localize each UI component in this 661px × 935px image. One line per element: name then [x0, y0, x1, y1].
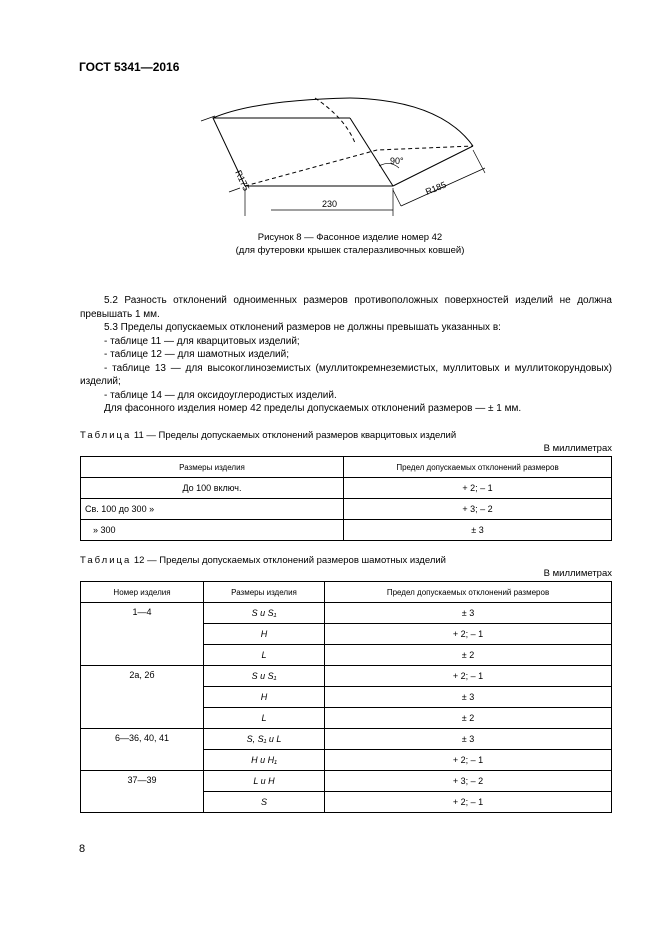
table-cell: L: [204, 708, 325, 729]
column-header: Предел допускаемых отклонений размеров: [325, 582, 612, 603]
table-cell: H: [204, 624, 325, 645]
table-11-units: В миллиметрах: [543, 443, 612, 454]
page-number: 8: [79, 843, 86, 855]
figure-shaped-brick-42: [195, 88, 495, 223]
figure-caption-sub: (для футеровки крышек сталеразливочных ковшей): [235, 245, 465, 256]
table-12-units: В миллиметрах: [543, 568, 612, 579]
table-cell: + 2; – 1: [325, 792, 612, 813]
table-cell: ± 2: [325, 708, 612, 729]
table-cell: » 300: [81, 520, 344, 541]
label-width: 230: [322, 199, 338, 209]
column-header: Размеры изделия: [204, 582, 325, 603]
table-cell: L и H: [204, 771, 325, 792]
paragraph-5-2: 5.2 Разность отклонений одноименных размеров противоположных поверхностей изделий не должна превышать 1 мм.: [80, 295, 612, 320]
label-r185: R185: [424, 179, 448, 197]
list-item: - таблице 13 — для высокоглиноземистых (муллитокремнеземистых, муллитовых и муллитокорундовых) изделий;: [80, 362, 612, 387]
table-cell: ± 3: [344, 520, 612, 541]
document-header: ГОСТ 5341—2016: [79, 60, 180, 74]
table-cell: ± 3: [325, 687, 612, 708]
label-angle: 90°: [390, 156, 404, 166]
table-cell-number: 37—39: [81, 771, 204, 813]
table-11: [80, 456, 612, 541]
body-text: [80, 294, 612, 416]
list-item: - таблице 11 — для кварцитовых изделий;: [104, 335, 300, 347]
table-cell: ± 2: [325, 645, 612, 666]
table-cell: S, S₁ и L: [204, 729, 325, 750]
table-header-row: [81, 457, 612, 478]
column-header: Предел допускаемых отклонений размеров: [344, 457, 612, 478]
label-r175: R175: [233, 168, 252, 193]
table-cell: S и S₁: [204, 603, 325, 624]
table-cell-number: 6—36, 40, 41: [81, 729, 204, 771]
table-cell: ± 3: [325, 603, 612, 624]
table-cell: До 100 включ.: [81, 478, 344, 499]
figure-caption: Рисунок 8 — Фасонное изделие номер 42: [257, 232, 443, 243]
table-row: [81, 729, 612, 750]
list-item: - таблице 12 — для шамотных изделий;: [104, 349, 290, 360]
paragraph-5-3: 5.3 Пределы допускаемых отклонений размеров не должны превышать указанных в:: [104, 322, 501, 333]
paragraph-shaped-42: Для фасонного изделия номер 42 пределы допускаемых отклонений размеров — ± 1 мм.: [104, 403, 522, 414]
table-cell: + 3; – 2: [344, 499, 612, 520]
table-row: [81, 499, 612, 520]
table-row: [81, 771, 612, 792]
table-12: [80, 581, 612, 813]
table-cell: L: [204, 645, 325, 666]
column-header: Номер изделия: [81, 582, 204, 603]
table-cell: + 2; – 1: [325, 750, 612, 771]
table-cell: Св. 100 до 300 »: [81, 499, 344, 520]
table-cell: + 2; – 1: [325, 666, 612, 687]
table-row: [81, 666, 612, 687]
table-cell: + 2; – 1: [344, 478, 612, 499]
table-cell: S и S₁: [204, 666, 325, 687]
table-cell: H: [204, 687, 325, 708]
table-cell-number: 1—4: [81, 603, 204, 666]
table-11-caption: Таблица 11 — Пределы допускаемых отклонений размеров кварцитовых изделий: [80, 430, 457, 441]
table-header-row: [81, 582, 612, 603]
table-row: [81, 478, 612, 499]
table-cell: S: [204, 792, 325, 813]
table-cell: ± 3: [325, 729, 612, 750]
table-cell: + 3; – 2: [325, 771, 612, 792]
table-row: [81, 603, 612, 624]
table-12-caption: Таблица 12 — Пределы допускаемых отклонений размеров шамотных изделий: [80, 555, 446, 566]
table-cell: H и H₁: [204, 750, 325, 771]
table-cell-number: 2а, 2б: [81, 666, 204, 729]
column-header: Размеры изделия: [81, 457, 344, 478]
table-cell: + 2; – 1: [325, 624, 612, 645]
list-item: - таблице 14 — для оксидоуглеродистых изделий.: [104, 389, 337, 401]
table-row: [81, 520, 612, 541]
